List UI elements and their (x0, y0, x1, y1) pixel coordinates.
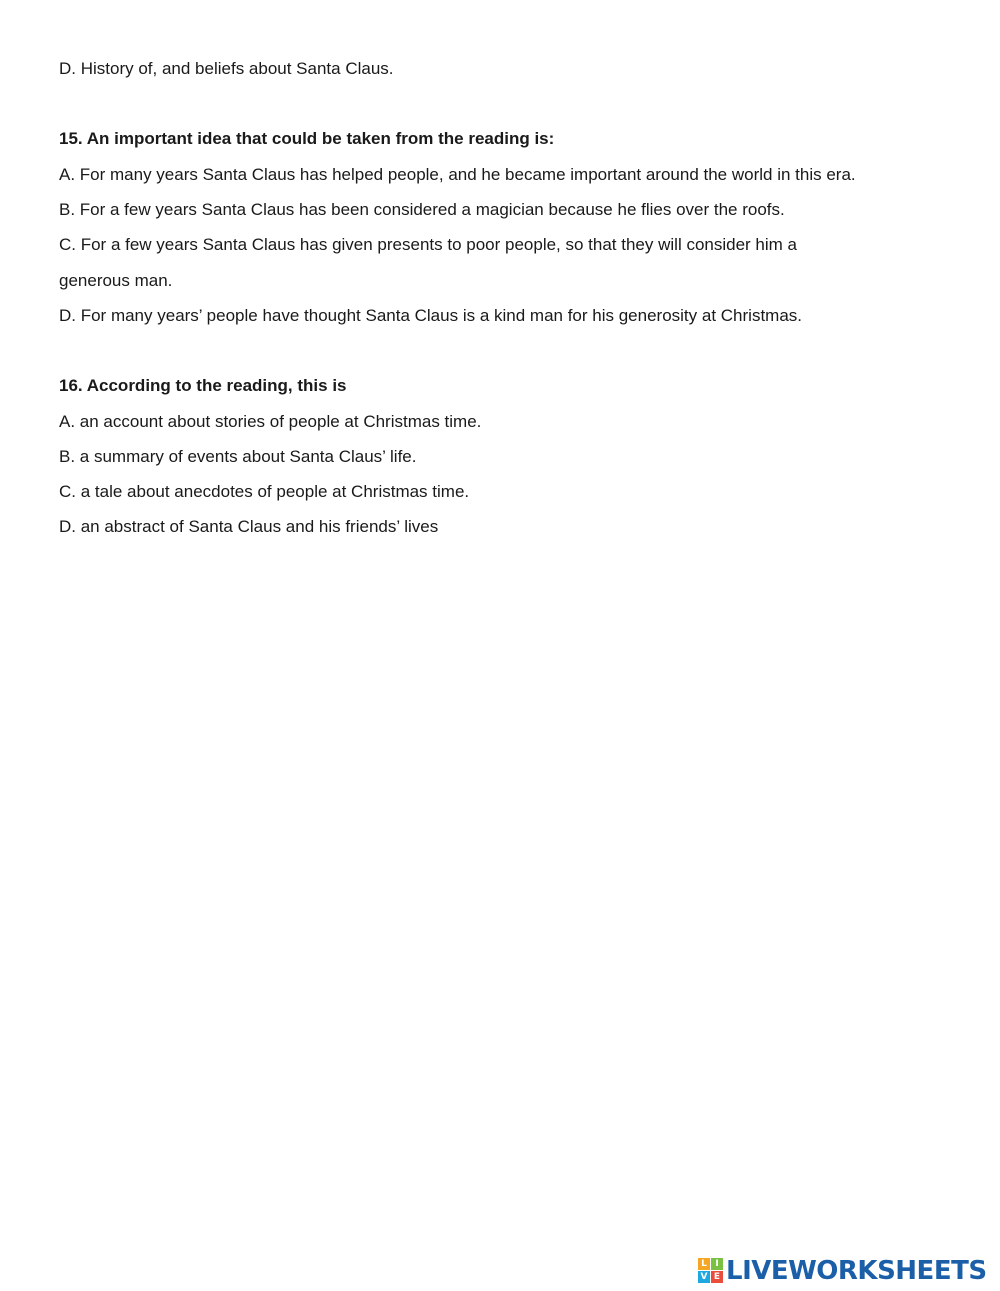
q16-option-b: B. a summary of events about Santa Claus’ life. (59, 447, 417, 466)
q15-option-b: B. For a few years Santa Claus has been considered a magician because he flies over the roofs. (59, 200, 785, 219)
q15-option-c-line1: C. For a few years Santa Claus has given presents to poor people, so that they will consider him a (59, 235, 797, 254)
q15-option-c-line2: generous man. (59, 271, 173, 290)
logo-text: LIVEWORKSHEETS (726, 1256, 987, 1286)
q15-prompt: An important idea that could be taken from the reading is: (86, 129, 555, 148)
q15-separator: . (77, 129, 87, 148)
q16-prompt: According to the reading, this is (86, 376, 347, 395)
q16-number: 16 (59, 376, 78, 395)
q15-option-a: A. For many years Santa Claus has helped people, and he became important around the world in this era. (59, 165, 856, 184)
logo-tile-e: E (711, 1271, 723, 1283)
q16-option-d: D. an abstract of Santa Claus and his friends’ lives (59, 517, 439, 536)
q16-option-c: C. a tale about anecdotes of people at Christmas time. (59, 482, 470, 501)
q15-number: 15 (59, 129, 78, 148)
logo-tile-i: I (711, 1258, 723, 1270)
liveworksheets-logo (698, 1256, 987, 1286)
q16-question (59, 375, 347, 397)
q15-question (59, 128, 554, 150)
logo-tile-l: L (698, 1258, 710, 1270)
q15-option-d: D. For many years’ people have thought Santa Claus is a kind man for his generosity at Christmas. (59, 306, 803, 325)
q14-option-d: D. History of, and beliefs about Santa Claus. (59, 59, 394, 78)
q16-separator: . (77, 376, 87, 395)
logo-tile-v: V (698, 1271, 710, 1283)
q16-option-a: A. an account about stories of people at Christmas time. (59, 412, 482, 431)
logo-tiles-icon (698, 1258, 724, 1284)
